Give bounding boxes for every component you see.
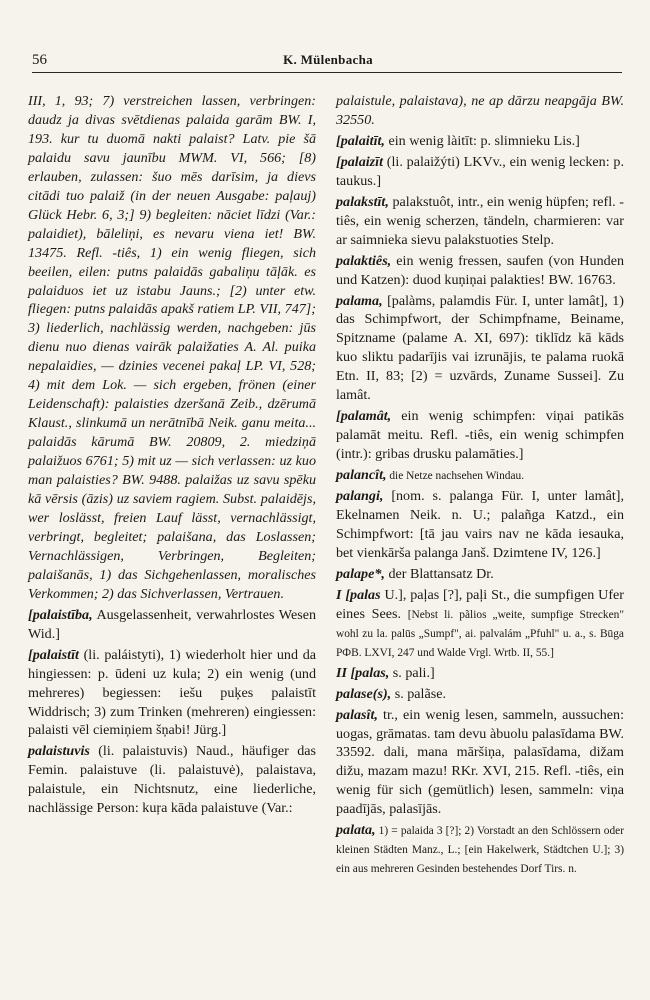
entry-palas-1: I [palas U.], paļas [?], paļi St., die sumpfigen Ufer eines Sees. [Nebst li. pãlios „weite, sumpfige Strecken" wohl zu la. palūs „Sumpf", ai. palvalám „Pfuhl" u. a., s. Būga РФВ. LXVI, 247 und Walde Vrgl. Wrtb. II, 55.] <box>336 586 625 659</box>
headword: palape*, <box>336 565 385 582</box>
running-head: K. Mülenbacha <box>283 52 373 67</box>
entry-palaistiba: [palaistība, Ausgelassenheit, verwahrlostes Wesen Wid.] <box>28 606 316 642</box>
headword: II [palas, <box>336 664 390 681</box>
right-column <box>336 92 624 878</box>
page-header <box>32 50 624 72</box>
headword: palakstīt, <box>336 193 389 210</box>
entry-palases: palase(s), s. palãse. <box>336 685 446 702</box>
headword: [palaistība, <box>28 606 93 623</box>
headword: palata, <box>336 822 376 839</box>
left-column <box>28 92 316 818</box>
entry-palama: palama, [palàms, palamdis Für. I, unter lamât], 1) das Schimpfwort, der Schimpfname, Beiname, Spitzname (palame A. XI, 697): tiklīdz kā kāds kuo sliktu padarījis vai izrunājis, te palama ruokā Etn. II, 83; [2) = uzvārds, Zuname Sussei]. Zu lamât. <box>336 292 624 404</box>
header-rule <box>32 72 622 73</box>
entry-palaistit: [palaistīt (li. paláistyti), 1) wiederholt hier und da hingiessen: p. ūdeni uz kula; 2) ein wenig (und mehreres) begiessen: iešu puķes palaistīt Widdrisch; 3) zum Trinken (mehreren) eingiessen: palaisti vēl ciemiņiem šņabi! Jürg.] <box>28 646 316 739</box>
headword: palancît, <box>336 467 387 484</box>
entry-palaistuvis: palaistuvis (li. palaistuvis) Naud., häufiger das Femin. palaistuve (li. palaistuvė), palaistava, palaistule, ein Nichtsnutz, eine liederliche, nachlässige Person: kuŗa kāda palaistuve (Var.: <box>28 743 316 817</box>
page-number: 56 <box>32 52 47 68</box>
entry-palancit: palancît, die Netze nachsehen Windau. <box>336 467 525 484</box>
entry-palamat: [palamât, ein wenig schimpfen: viņai patikās palamāt meitu. Refl. -tiês, ein wenig schimpfen (intr.): gribas drusku palamāties.] <box>336 408 624 463</box>
headword: palama, <box>336 292 383 309</box>
headword: [palamât, <box>336 408 392 425</box>
headword: [palaizīt <box>336 153 383 170</box>
entry-palaitit: [palaitīt, ein wenig làitīt: p. slimnieku Lis.] <box>336 132 580 149</box>
headword: palaistuvis <box>28 743 90 760</box>
entry-palas-2: II [palas, s. pali.] <box>336 664 435 681</box>
headword: I [palas <box>336 586 381 603</box>
entry-palakties: palaktiês, ein wenig fressen, saufen (von Hunden und Katzen): duod kuņiņai palakties! BW. 16763. <box>336 252 624 288</box>
headword: palaktiês, <box>336 252 392 269</box>
entry-palata: palata, 1) = palaida 3 [?]; 2) Vorstadt an den Schlössern oder kleinen Städten Manz., L.; [ein Hakelwerk, Städtchen U.]; 3) ein aus mehreren Gesinden bestehendes Dorf Tirs. n. <box>336 822 624 876</box>
entry-continuation: III, 1, 93; 7) verstreichen lassen, verbringen: daudz ja divas svētdienas palaida garām BW. I, 193. kur tu duomā nakti palaist? Latv. pie šā palaidu savu jaunību MWM. VI, 566; [8) erlauben, zulassen: šuo mēs darīsim, ja dievs citādi tuo palaiž (in der neuen Ausgabe: paļauj) Glück Hebr. 6, 3;] 9) begleiten: nāciet līdzi (Var.: palaidiet), bāleliņi, es nevaru viena iet! BW. 13475. Refl. -tiês, 1) ein wenig fliegen, sich beeilen, eilen: putns palaidās gabaliņu tāļāk. es palaiduos iet uz istabu Jauns.; [2) unter etw. fliegen: putns palaidās apakš ratiem LP. VII, 747]; 3) liederlich, nachlässig werden, nachgeben: jūs dienu nuo dienas vairāk palaižaties A. Al. puika nepalaidies, — dzinies vecenei pakaļ LP. VI, 528; 4) mit dem Lok. — sich ergeben, frönen (einer Leidenschaft): palaisties dzeršanā Zeib., dzērumā Klaust., slinkumā un nerātnībā Neik. ganu meita... palaidās kārumā BW. 20809, 2. miedziņā palaižuos 6761; 5) mit uz — sich verlassen: uz kuo man palaisties? BW. 9488. palaižas uz savu spēku kā vērsis (āzis) uz saviem ragiem. Subst. palaidējs, wer loslässt, freien Lauf lässt, vernachlässigt, verbringt, begleitet; palaišana, das Loslassen; Vernachlässigen, Verbringen, Begleiten; palaišanās, 1) das Sichgehenlassen, moralisches Verkommen; 2) das Sichverlassen, Vertrauen. <box>28 93 316 602</box>
headword: [palaistīt <box>28 646 79 663</box>
headword: [palaitīt, <box>336 132 385 149</box>
entry-palasit: palasît, tr., ein wenig lesen, sammeln, aussuchen: uogas, grāmatas. tam devu àbuolu palasīdama BW. 33592. dali, mana māršiņa, palasīdama, dižam dižu, mazam mazu! RKr. XVI, 215. Refl. -tiês, ein wenig für sich (gemütlich) lesen, sammeln: viņa paadījās, palasījās. <box>336 706 624 818</box>
headword: palase(s), <box>336 685 392 702</box>
headword: palasît, <box>336 706 378 723</box>
entry-palangi: palangi, [nom. s. palanga Für. I, unter lamât], Ekelnamen Neik. n. U.; palañga Katzd., ein Schimpfwort: [tā jau vairs nav ne kāda iesauka, bet vienkārša palanga Janš. Dzimtene IV, 126.] <box>336 488 624 561</box>
entry-palakstit: palakstīt, palakstuôt, intr., ein wenig hüpfen; refl. -tiês, ein wenig scherzen, tändeln, charmieren: var ar saimnieka sievu palakstuoties Stelp. <box>336 193 624 248</box>
entry-continuation: palaistule, palaistava), ne ap dārzu neapgāja BW. 32550. <box>336 93 624 128</box>
etymology-note: [Nebst li. pãlios „weite, sumpfige Strecken" wohl zu la. palūs „Sumpf", ai. palvalám „Pfuhl" u. a., s. Būga РФВ. LXVI, 247 und Walde Vrgl. Wrtb. II, 55.] <box>336 608 624 659</box>
entry-palape: palape*, der Blattansatz Dr. <box>336 565 494 582</box>
headword: palangi, <box>336 488 384 505</box>
entry-palaizit: [palaizīt (li. palaižýti) LKVv., ein wenig lecken: p. taukus.] <box>336 153 624 189</box>
